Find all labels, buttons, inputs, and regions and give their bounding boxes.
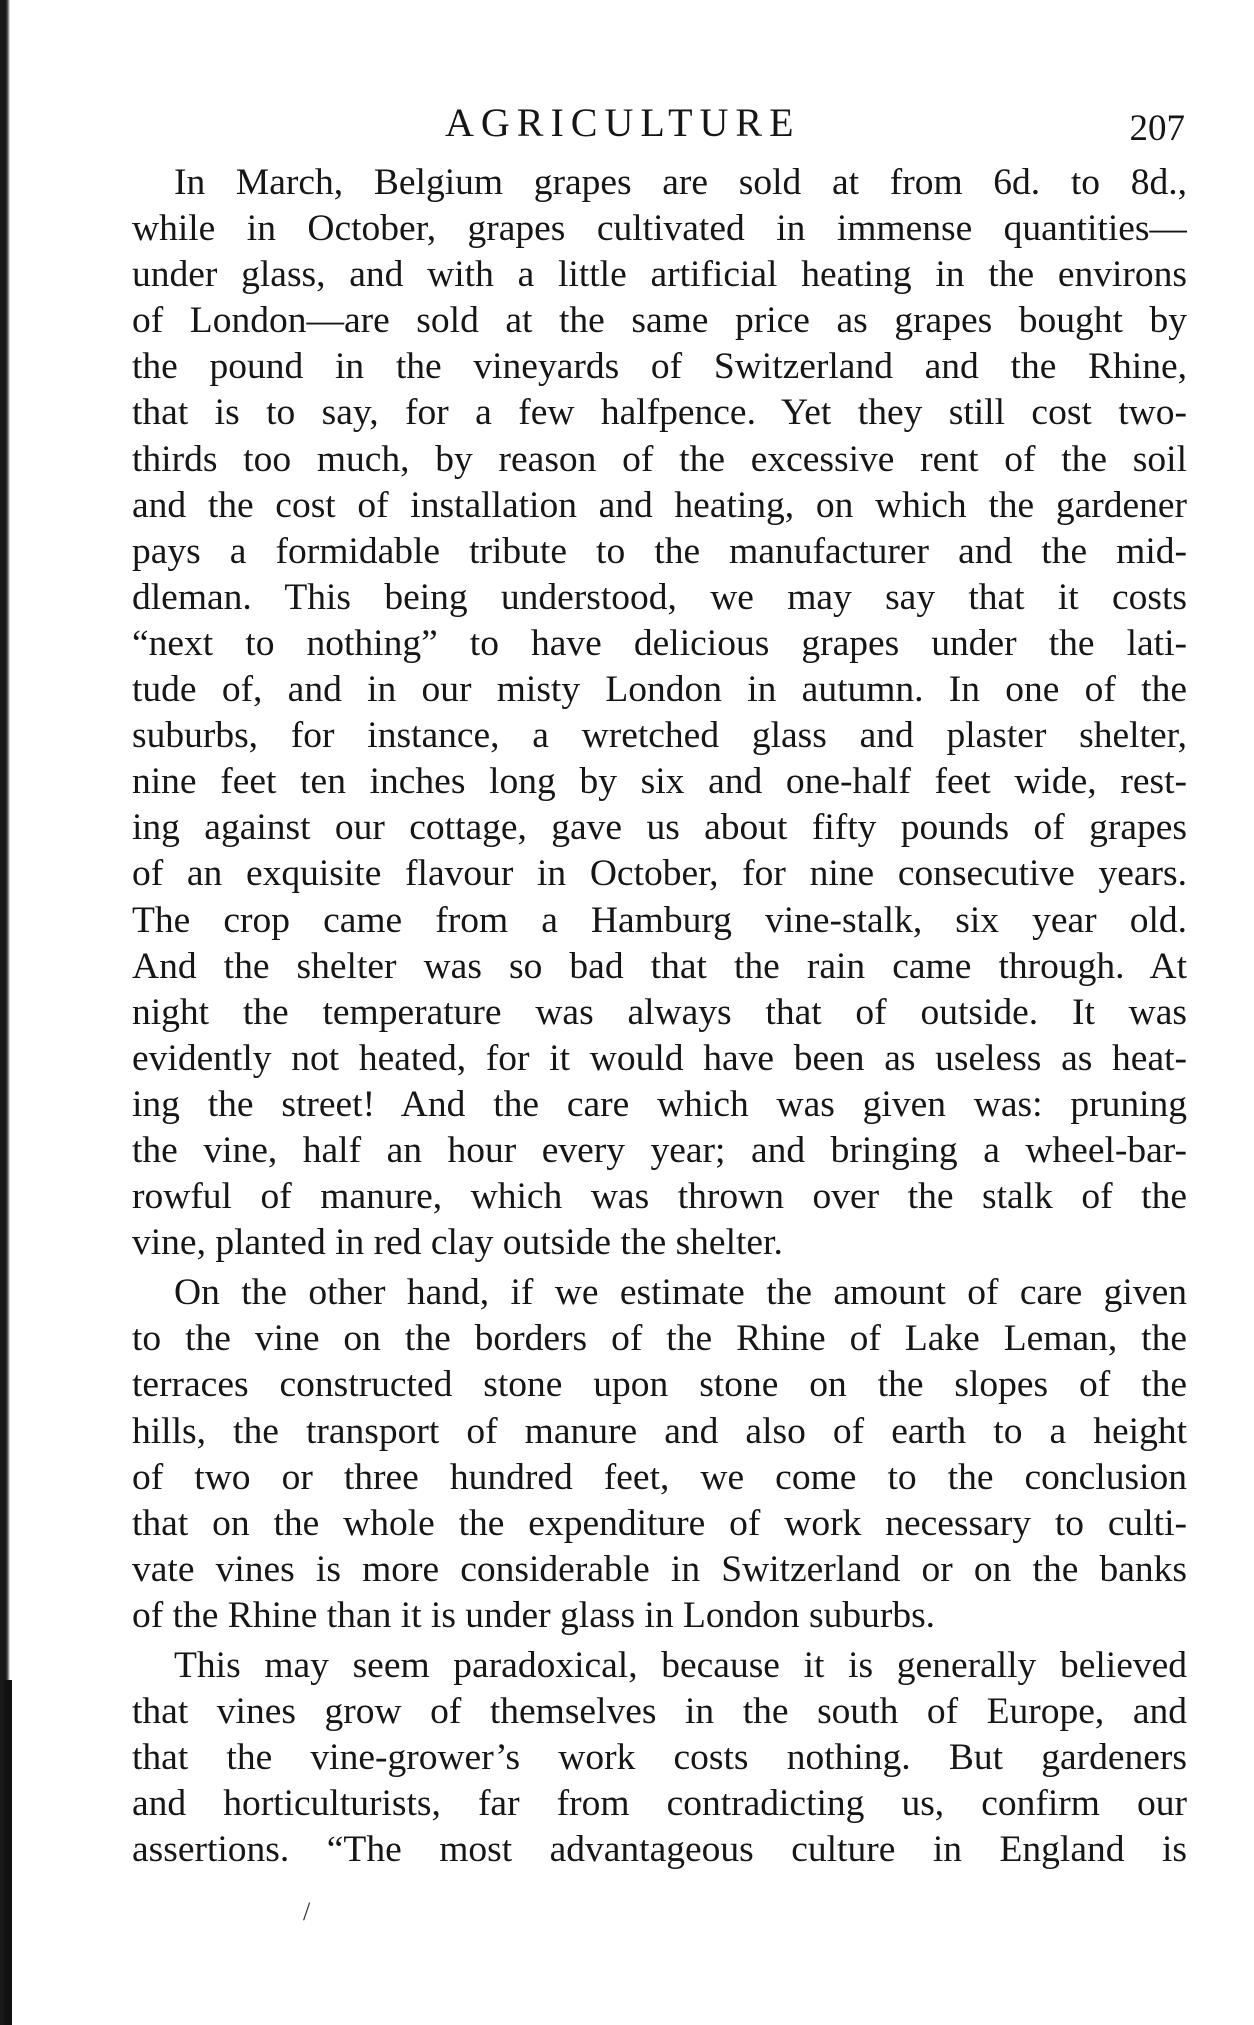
text-line: evidently not heated, for it would have been as useless as heat-: [132, 1037, 1187, 1079]
text-line: assertions. “The most advantageous culture in England is: [132, 1829, 1187, 1871]
text-line: The crop came from a Hamburg vine-stalk, six year old.: [132, 899, 1187, 941]
stray-mark: /: [303, 1897, 311, 1926]
text-line: pays a formidable tribute to the manufacturer and the mid-: [132, 530, 1187, 572]
text-line: dleman. This being understood, we may say that it costs: [132, 576, 1187, 618]
text-line: tude of, and in our misty London in autumn. In one of the: [132, 669, 1187, 711]
text-line: thirds too much, by reason of the excessive rent of the soil: [132, 438, 1187, 480]
text-line: that is to say, for a few halfpence. Yet they still cost two-: [132, 392, 1187, 434]
text-line: This may seem paradoxical, because it is generally believed: [174, 1645, 1187, 1686]
text-line: terraces constructed stone upon stone on the slopes of the: [132, 1364, 1187, 1406]
text-line: On the other hand, if we estimate the amount of care given: [174, 1272, 1187, 1314]
text-line: of an exquisite flavour in October, for nine consecutive years.: [132, 853, 1187, 895]
text-line: while in October, grapes cultivated in immense quantities—: [132, 208, 1187, 250]
binding-shadow: [4, 1680, 12, 2025]
text-line: rowful of manure, which was thrown over the stalk of the: [132, 1176, 1187, 1218]
paragraph: [132, 1643, 1187, 1873]
text-line: to the vine on the borders of the Rhine of Lake Leman, the: [132, 1318, 1187, 1360]
text-line: vine, planted in red clay outside the shelter.: [132, 1222, 783, 1264]
text-line: ing the street! And the care which was given was: pruning: [132, 1083, 1187, 1125]
page-number: 207: [1129, 108, 1185, 149]
text-line: of London—are sold at the same price as grapes bought by: [132, 300, 1187, 342]
text-line: In March, Belgium grapes are sold at from 6d. to 8d.,: [174, 162, 1187, 203]
running-head: [150, 98, 1185, 148]
paragraph: [132, 1270, 1187, 1639]
text-line: that vines grow of themselves in the south of Europe, and: [132, 1691, 1187, 1733]
text-line: “next to nothing” to have delicious grapes under the lati-: [132, 622, 1187, 664]
text-line: under glass, and with a little artificial heating in the environs: [132, 254, 1187, 296]
running-title: AGRICULTURE: [445, 100, 801, 145]
text-line: hills, the transport of manure and also of earth to a height: [132, 1410, 1187, 1452]
text-line: that the vine-grower’s work costs nothing. But gardeners: [132, 1737, 1187, 1779]
text-line: the vine, half an hour every year; and bringing a wheel-bar-: [132, 1129, 1187, 1171]
text-line: suburbs, for instance, a wretched glass and plaster shelter,: [132, 715, 1187, 757]
text-line: and horticulturists, far from contradicting us, confirm our: [132, 1783, 1187, 1825]
text-line: vate vines is more considerable in Switzerland or on the banks: [132, 1548, 1187, 1590]
text-line: of the Rhine than it is under glass in London suburbs.: [132, 1594, 936, 1636]
text-line: ing against our cottage, gave us about fifty pounds of grapes: [132, 807, 1187, 849]
text-line: that on the whole the expenditure of work necessary to culti-: [132, 1502, 1187, 1544]
text-line: and the cost of installation and heating, on which the gardener: [132, 484, 1187, 526]
paragraph: [132, 160, 1187, 1266]
text-line: of two or three hundred feet, we come to the conclusion: [132, 1456, 1187, 1498]
body-text: [132, 160, 1187, 1873]
text-line: nine feet ten inches long by six and one-half feet wide, rest-: [132, 761, 1187, 803]
text-line: night the temperature was always that of outside. It was: [132, 991, 1187, 1033]
text-line: And the shelter was so bad that the rain came through. At: [132, 945, 1187, 987]
text-line: the pound in the vineyards of Switzerland and the Rhine,: [132, 346, 1187, 388]
